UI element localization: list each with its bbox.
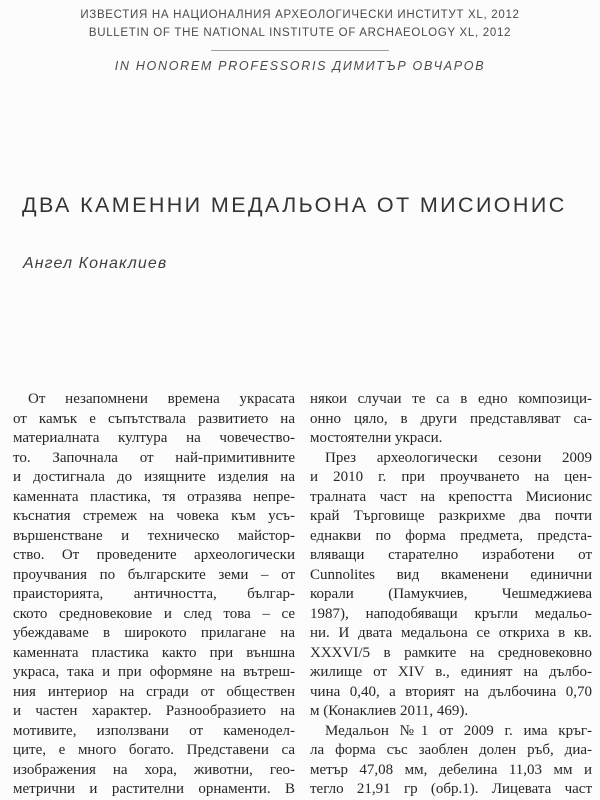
body-text-line: край Търговище разкрихме два почти — [310, 508, 592, 524]
body-text-line: тралната част на крепостта Мисионис — [310, 488, 592, 505]
body-text-line: м (Конаклиев 2011, 469). — [310, 703, 469, 719]
body-column-right — [310, 390, 592, 800]
article-title: ДВА КАМЕННИ МЕДАЛЬОНА ОТ МИСИОНИС — [22, 193, 567, 217]
body-text-line: мостоятелни украси. — [310, 430, 443, 446]
body-text-line: През археологически сезони 2009 — [325, 449, 592, 466]
body-text-line: и частен характер. Разнообразието на — [13, 703, 295, 719]
body-text-line: ците, е много богато. Представени са — [13, 742, 295, 758]
body-text-line: ла форма със заоблен долен ръб, диа- — [310, 742, 592, 758]
body-text-line: От незапомнени времена украсата — [28, 391, 295, 407]
body-text-line: Cunnolites вид вкаменени единични — [310, 566, 592, 583]
body-columns — [13, 390, 592, 800]
header-divider — [211, 50, 389, 51]
body-text-line: ни. И двата медальона се откриха в кв. — [310, 625, 592, 641]
body-text-line: метър 47,08 мм, дебелина 11,03 мм и — [310, 761, 592, 778]
body-text-line: Медальон №1 от 2009 г. има кръг- — [325, 722, 592, 739]
body-text-line: мотивите, използвани от каменодел- — [13, 722, 295, 739]
article-author: Ангел Конаклиев — [23, 255, 168, 272]
body-text-line: ското средновековие и след това – се — [13, 605, 295, 622]
body-text-line: ния интериор на сгради от обществен — [13, 683, 295, 700]
body-text-line: каменната пластика, тя отразява непре- — [13, 488, 295, 505]
body-text-line: еднакви по форма предмета, предста- — [310, 527, 592, 544]
body-text-line: то. Започнала от най-примитивните — [13, 449, 295, 466]
body-text-line: онно цяло, в други представляват са- — [310, 410, 592, 427]
body-text-line: каменната пластика както при външна — [13, 644, 295, 661]
body-text-line: жилище от XIV в., единият на дълбо- — [310, 664, 592, 680]
body-text-line: проучвания по българските земи – от — [13, 566, 295, 583]
page-header — [0, 7, 600, 73]
body-text-line: къснатия стремеж на човека към усъ- — [13, 508, 295, 524]
body-text-line: материалната култура на човечество- — [13, 430, 295, 446]
body-text-line: и достигнала до изящните изделия на — [13, 469, 295, 485]
body-text-line: метрични и растителни орнаменти. В — [13, 781, 295, 797]
body-text-line: украса, така и при оформяне на вътреш- — [13, 664, 295, 680]
journal-title-bulgarian: ИЗВЕСТИЯ НА НАЦИОНАЛНИЯ АРХЕОЛОГИЧЕСКИ ИНСТИТУТ XL, 2012 — [80, 9, 520, 21]
body-text-line: някои случаи те са в едно композици- — [310, 391, 592, 407]
journal-title-english: BULLETIN OF THE NATIONAL INSTITUTE OF ARCHAEOLOGY XL, 2012 — [88, 26, 512, 39]
body-text-line: и 2010 г. при проучването на цен- — [310, 469, 592, 485]
body-text-line: XXXVI/5 в рамките на средновековно — [310, 644, 592, 661]
body-text-line: корали (Памукчиев, Чешмеджиева — [310, 586, 592, 602]
body-text-line: изображения на хора, животни, гео- — [13, 761, 295, 778]
dedication-line: IN HONOREM PROFESSORIS ДИМИТЪР ОВЧАРОВ — [114, 59, 486, 73]
body-text-line: вършенстване и техническо майстор- — [13, 527, 295, 544]
body-text-line: вляващи старателно изработени от — [310, 547, 592, 563]
body-column-left — [13, 390, 295, 800]
body-text-line: чина 0,40, а вторият на дълбочина 0,70 — [310, 683, 592, 700]
body-text-line: ство. От проведените археологически — [13, 547, 295, 563]
body-text-line: тегло 21,91 гр (обр.1). Лицевата част — [310, 781, 592, 797]
body-text-line: от камък е съпътствала развитието на — [13, 410, 295, 427]
body-text-line: праисторията, античността, българ- — [13, 586, 295, 602]
body-text-line: 1987), наподобяващи кръгли медальо- — [310, 605, 592, 622]
body-text-line: убеждаваме в широкото прилагане на — [13, 625, 295, 641]
